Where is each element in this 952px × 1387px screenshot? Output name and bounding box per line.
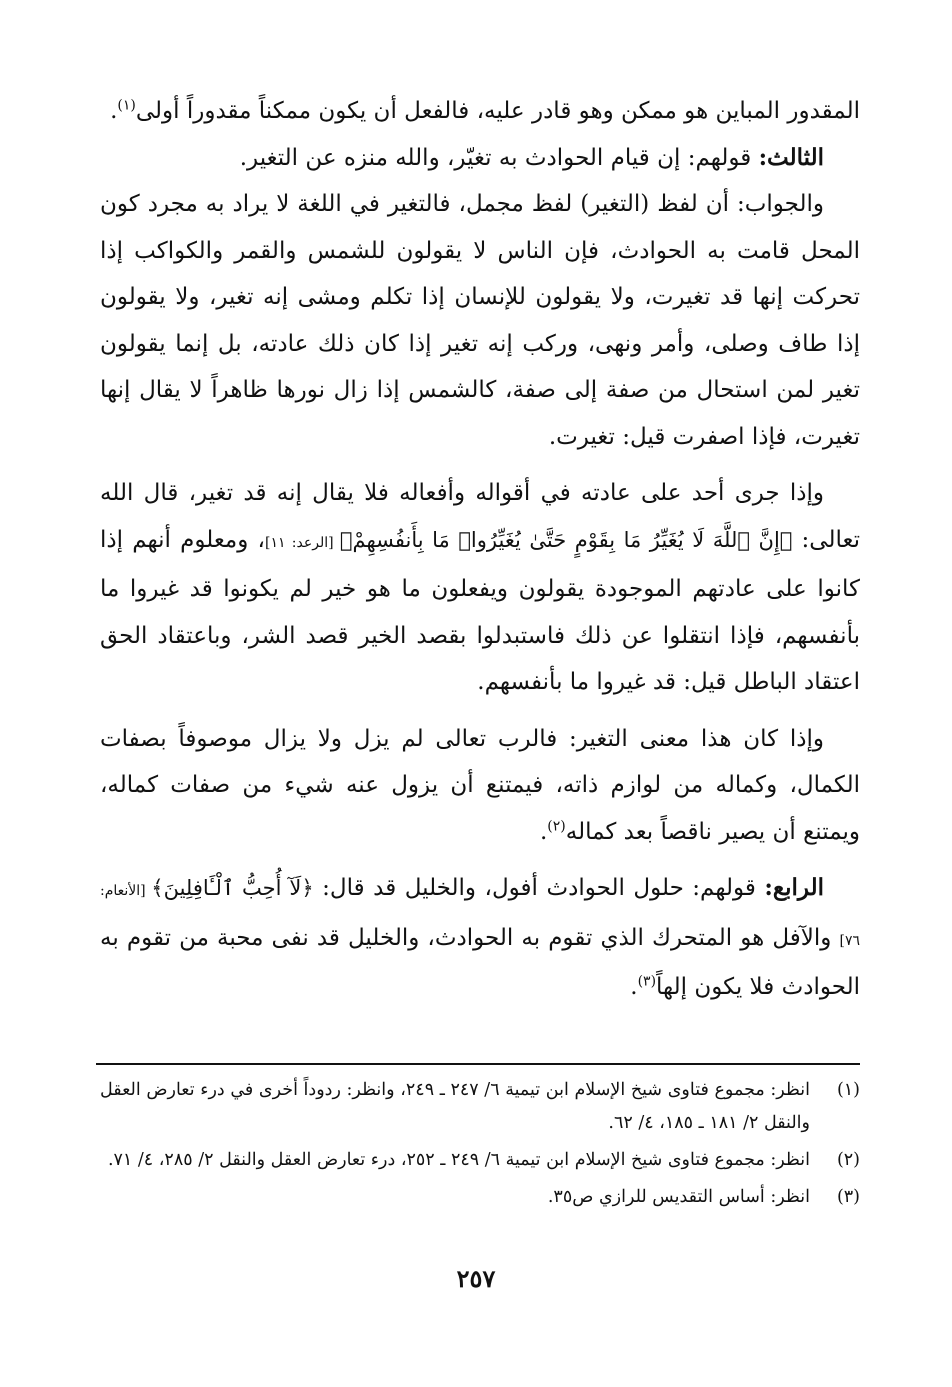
paragraph-text: المقدور المباين هو ممكن وهو قادر عليه، فالفعل أن يكون ممكناً مقدوراً أولى <box>135 98 860 124</box>
paragraph-text: وإذا كان هذا معنى التغير: فالرب تعالى لم يزل ولا يزال موصوفاً بصفات الكمال، وكماله من لوازم ذاته، فيمتنع أن يزول عنه شيء من صفات كماله، ويمتنع أن يصير ناقصاً بعد كماله <box>100 725 860 845</box>
footnote-marker-1[interactable]: (١) <box>117 97 136 114</box>
paragraph-text: والجواب: أن لفظ (التغير) لفظ مجمل، فالتغير في اللغة لا يراد به مجرد كون المحل قامت به الحوادث، فإن الناس لا يقولون للشمس والقمر والكواكب إذا تحركت إنها قد تغيرت، ولا يقولون للإنسان إذا تكلم ومشى إنه تغير، ولا يقولون إذا طاف وصلى، وأمر ونهى، وركب إنه تغير إذا كان ذلك عادته، بل إنما يقولون تغير لمن استحال من صفة إلى صفة، كالشمس إذا زال نورها ظاهراً لا يقال إنها تغيرت، فإذا اصفرت قيل: تغيرت. <box>100 191 860 450</box>
page-number: ٢٥٧ <box>456 1264 496 1293</box>
paragraph-6 <box>100 865 860 1011</box>
paragraph-5 <box>100 716 860 856</box>
paragraph-end: . <box>539 818 548 845</box>
paragraph-text: والآفل هو المتحرك الذي تقوم به الحوادث، والخليل قد نفى محبة من تقوم به الحوادث فلا يكون إلهاً <box>100 924 860 1000</box>
paragraph-text: ، ومعلوم أنهم إذا كانوا على عادتهم الموجودة يقولون ويفعلون ما هو خير لم يكونوا قد غيروا ما بأنفسهم، فإذا انتقلوا عن ذلك فاستبدلوا بقصد الخير قصد الشر، وباعتقاد الحق اعتقاد الباطل قيل: قد غيروا ما بأنفسهم. <box>100 526 860 695</box>
paragraph-text: قولهم: إن قيام الحوادث به تغيّر، والله منزه عن التغير. <box>239 144 759 171</box>
footnote-2 <box>100 1144 860 1177</box>
paragraph-text: وإذا جرى أحد على عادته في أقواله وأفعاله فلا يقال إنه قد تغير، قال الله تعالى: <box>100 480 860 553</box>
footnote-number: (١) <box>836 1080 860 1100</box>
verse-reference: [الأنعام: ٧٦] <box>100 883 860 949</box>
footnote-marker-3[interactable]: (٣) <box>637 973 657 990</box>
footnote-text: انظر: مجموع فتاوى شيخ الإسلام ابن تيمية ٦/ ٢٤٧ ـ ٢٤٩، وانظر: ردوداً أخرى في درء تعارض العقل والنقل ٢/ ١٨١ ـ ١٨٥، ٤/ ٦٢. <box>100 1080 810 1133</box>
footnote-divider <box>96 1063 860 1065</box>
page-body <box>100 88 860 1011</box>
footnote-text: انظر: مجموع فتاوى شيخ الإسلام ابن تيمية ٦/ ٢٤٩ ـ ٢٥٢، درء تعارض العقل والنقل ٢/ ٢٨٥، ٤/ ٧١. <box>107 1150 810 1170</box>
paragraph-4 <box>100 470 860 706</box>
paragraph-end: . <box>110 98 118 124</box>
section-heading-third: الثالث: <box>758 143 824 171</box>
verse-reference: [الرعد: ١١] <box>264 534 340 551</box>
footnote-1 <box>100 1074 860 1140</box>
quran-verse: ﴿لَآ أُحِبُّ ٱلْـَٔافِلِينَ﴾ <box>151 876 314 900</box>
footnote-marker-2[interactable]: (٢) <box>547 817 566 834</box>
footnote-3 <box>100 1181 860 1214</box>
footnote-number: (٣) <box>836 1187 860 1207</box>
footnotes <box>100 1074 860 1214</box>
section-heading-fourth: الرابع: <box>764 874 824 901</box>
paragraph-3 <box>100 181 860 460</box>
quran-verse: ﴿إِنَّ ٱللَّهَ لَا يُغَيِّرُ مَا بِقَوْمٍ حَتَّىٰ يُغَيِّرُوا۟ مَا بِأَنفُسِهِمْ﴾ <box>339 527 793 552</box>
footnote-text: انظر: أساس التقديس للرازي ص٣٥. <box>547 1187 810 1207</box>
footnote-number: (٢) <box>836 1150 860 1170</box>
paragraph-end: . <box>630 974 638 1000</box>
paragraph-1 <box>100 88 860 135</box>
paragraph-2 <box>100 135 860 182</box>
paragraph-text: قولهم: حلول الحوادث أفول، والخليل قد قال: <box>313 875 765 901</box>
